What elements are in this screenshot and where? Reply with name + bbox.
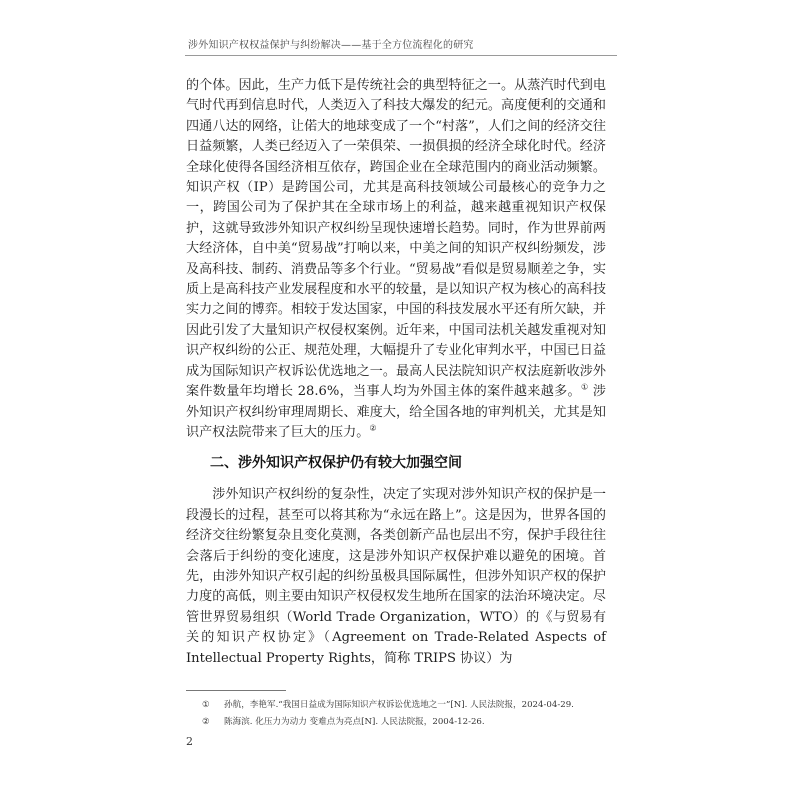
paragraph-1 xyxy=(186,76,606,443)
page-number: 2 xyxy=(186,735,193,748)
header-rule xyxy=(185,55,617,56)
footnote-ref-2[interactable]: ② xyxy=(369,423,377,433)
footnote-2 xyxy=(202,714,612,731)
footnote-1-text: 孙航，李艳军.“我国日益成为国际知识产权诉讼优选地之一”[N]. 人民法院报，2024-04-29. xyxy=(224,700,574,710)
running-header: 涉外知识产权权益保护与纠纷解决——基于全方位流程化的研究 xyxy=(188,40,474,51)
paragraph-1-text-a: 的个体。因此，生产力低下是传统社会的典型特征之一。从蒸汽时代到电气时代再到信息时代，人类迈入了科技大爆发的纪元。高度便利的交通和四通八达的网络，让偌大的地球变成了一个“村落”，人们之间的经济交往日益频繁，人类已经迈入了一荣俱荣、一损俱损的经济全球化时代。经济全球化使得各国经济相互依存，跨国企业在全球范围内的商业活动频繁。知识产权（IP）是跨国公司，尤其是高科技领域公司最核心的竞争力之一，跨国公司为了保护其在全球市场上的利益，越来越重视知识产权保护，这就导致涉外知识产权纠纷呈现快速增长趋势。同时，作为世界前两大经济体，自中美“贸易战”打响以来，中美之间的知识产权纠纷频发，涉及高科技、制药、消费品等多个行业。“贸易战”看似是贸易顺差之争，实质上是高科技产业发展程度和水平的较量，是以知识产权为核心的高科技实力之间的博弈。相较于发达国家，中国的科技发展水平还有所欠缺，并因此引发了大量知识产权侵权案例。近年来，中国司法机关越发重视对知识产权纠纷的公正、规范处理，大幅提升了专业化审判水平，中国已日益成为国际知识产权诉讼优选地之一。最高人民法院知识产权法庭新收涉外案件数量年均增长 28.6%，当事人均为外国主体的案件越来越多。 xyxy=(186,78,606,400)
footnote-2-text: 陈海滨. 化压力为动力 变难点为亮点[N]. 人民法院报，2004-12-26. xyxy=(224,717,485,727)
paragraph-1-text-b: 涉外知识产权纠纷审理周期长、难度大，给全国各地的审判机关，尤其是知识产权法院带来了巨大的压力。 xyxy=(186,384,606,440)
paragraph-2: 涉外知识产权纠纷的复杂性，决定了实现对涉外知识产权的保护是一段漫长的过程，甚至可以将其称为“永远在路上”。这是因为，世界各国的经济交往纷繁复杂且变化莫测，各类创新产品也层出不穷，保护手段往往会落后于纠纷的变化速度，这是涉外知识产权保护难以避免的困境。首先，由涉外知识产权引起的纠纷虽极具国际属性，但涉外知识产权的保护力度的高低，则主要由知识产权侵权发生地所在国家的法治环境决定。尽管世界贸易组织（World Trade Organization，WTO）的《与贸易有关的知识产权协定》（Agreement on Trade-Related Aspects of Intellectual Property Rights，简称 TRIPS 协议）为 xyxy=(186,487,606,666)
footnote-ref-1[interactable]: ① xyxy=(580,382,589,392)
section-heading: 二、涉外知识产权保护仍有较大加强空间 xyxy=(210,455,462,472)
footnote-rule xyxy=(186,690,286,691)
footnote-1-mark: ① xyxy=(202,700,210,710)
footnotes xyxy=(202,697,612,731)
body-text xyxy=(186,76,606,669)
footnote-1 xyxy=(202,697,612,714)
footnote-2-mark: ② xyxy=(202,717,210,727)
